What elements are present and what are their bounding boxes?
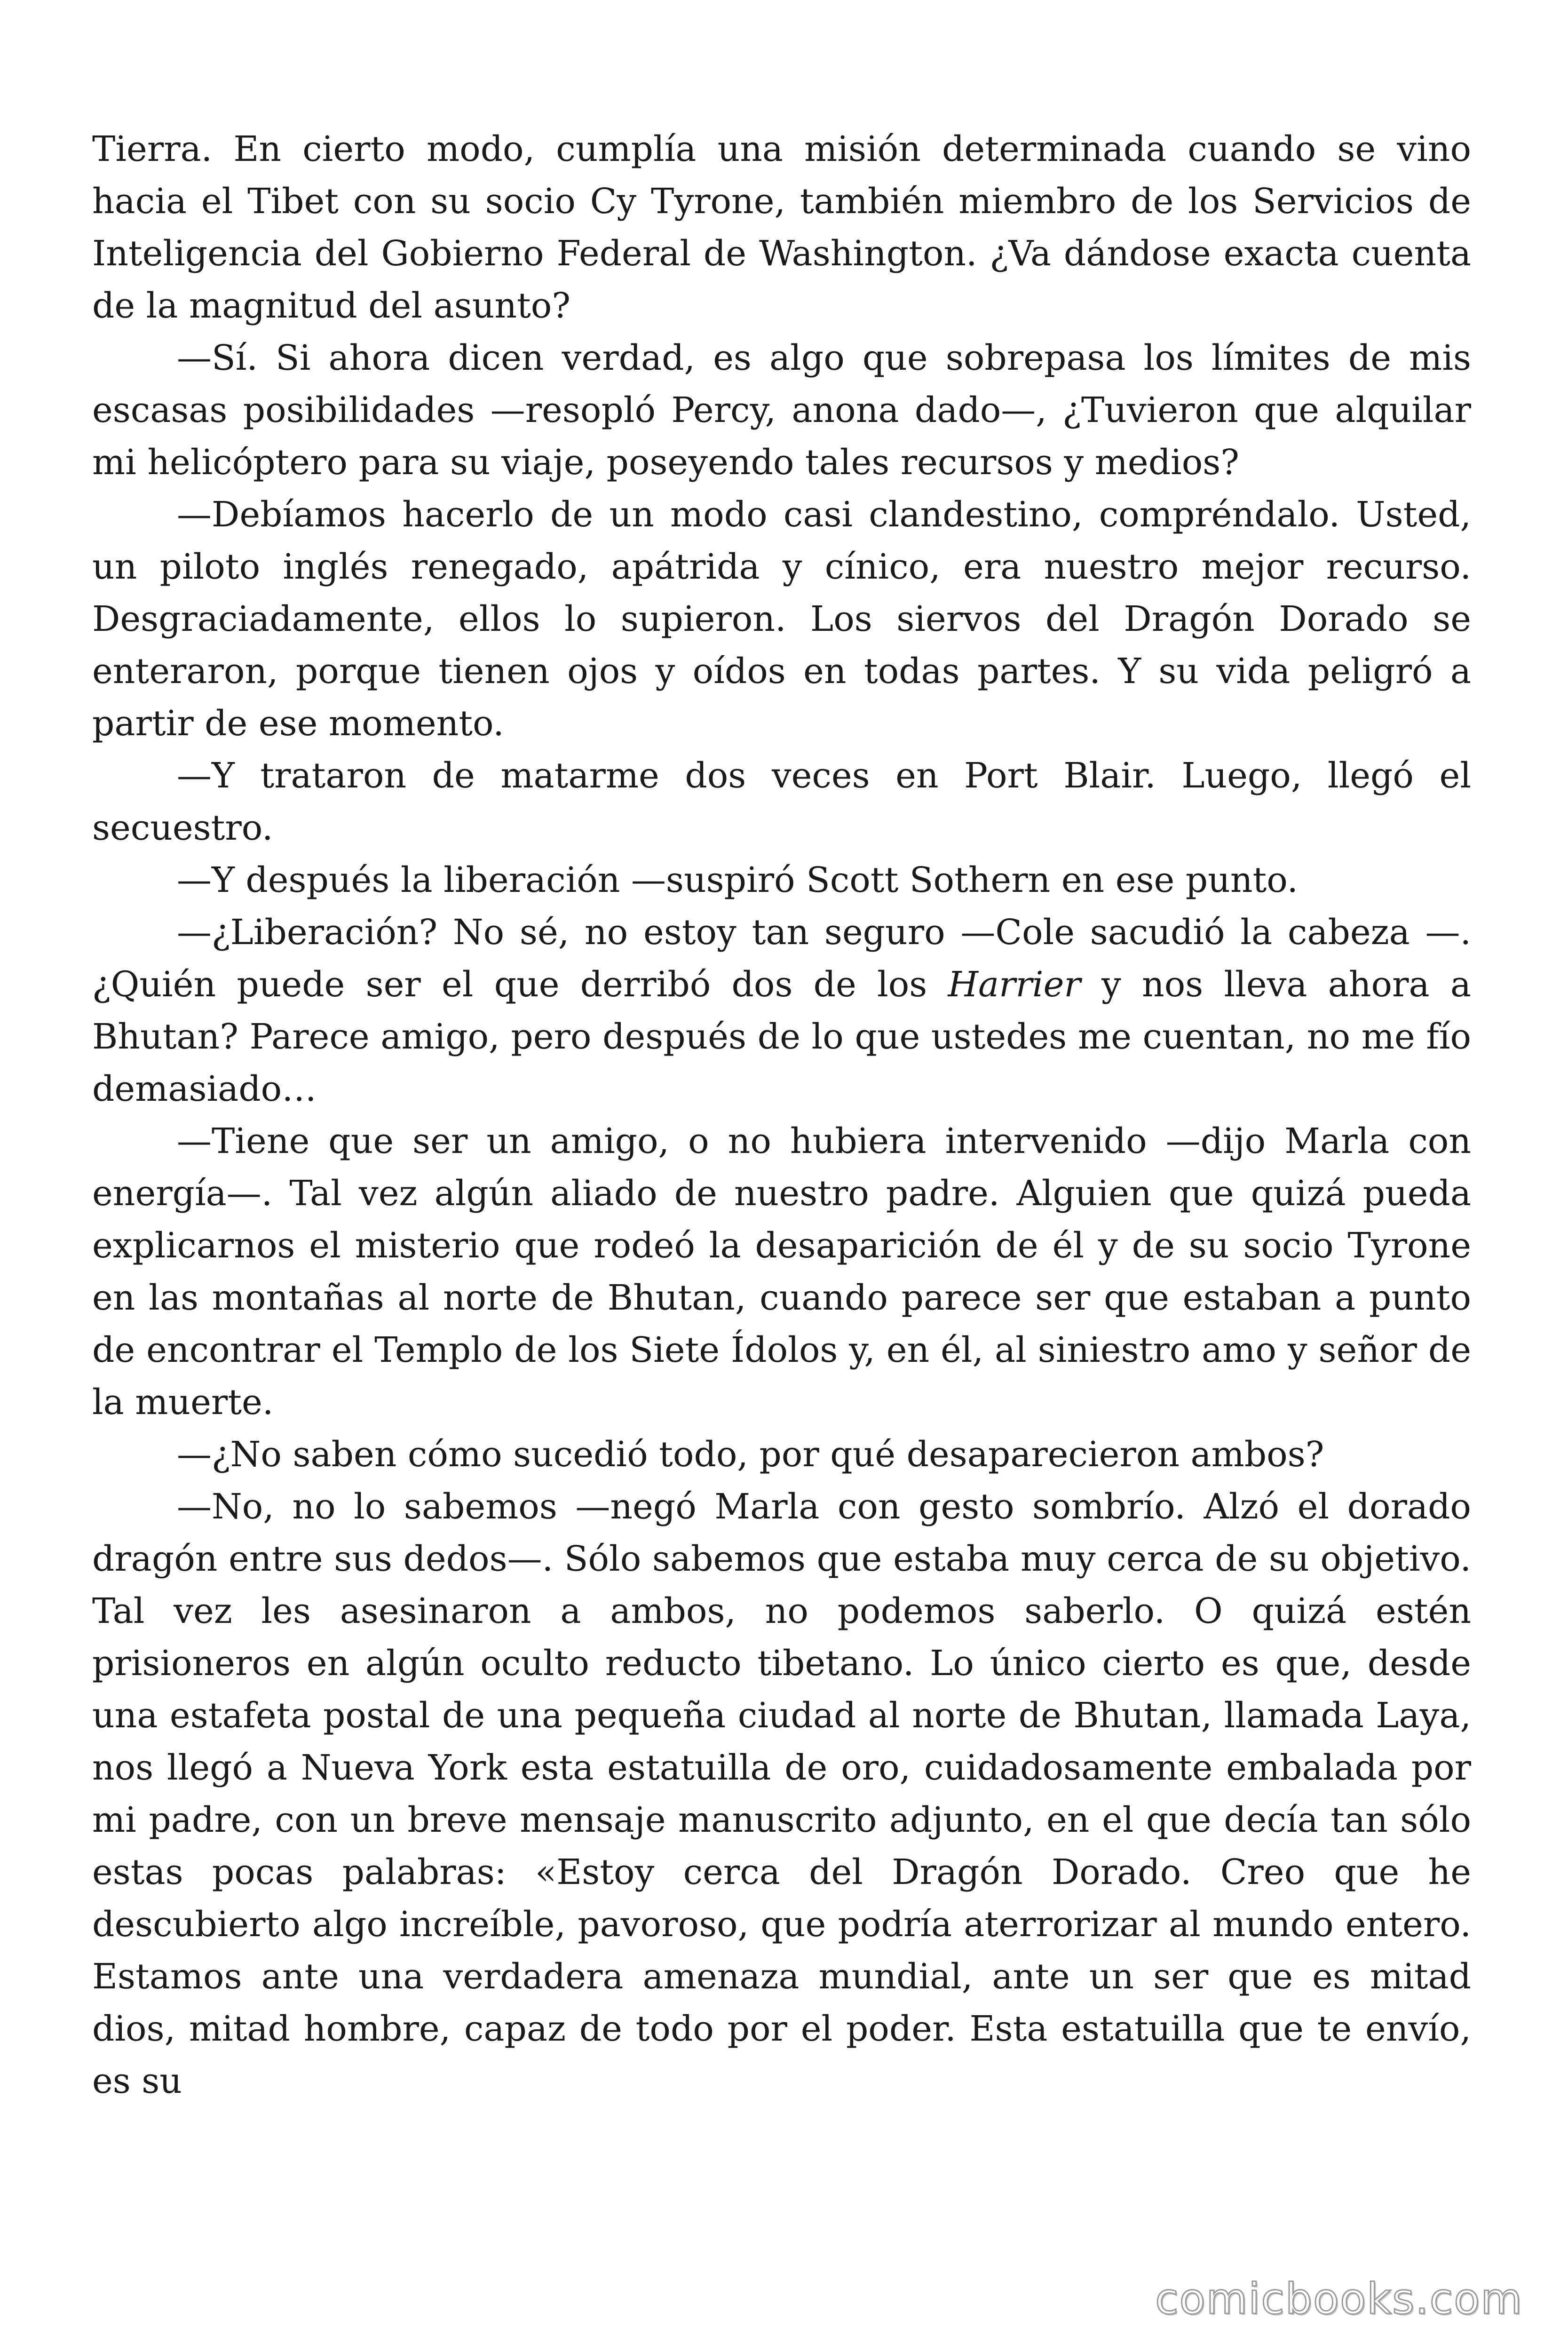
watermark: comicbooks.com bbox=[1155, 2274, 1523, 2324]
paragraph bbox=[92, 123, 1471, 332]
paragraph-text: —Tiene que ser un amigo, o no hubiera intervenido —dijo Marla con energía—. Tal vez algún aliado de nuestro padre. Alguien que quizá pueda explicarnos el misterio que rodeó la desaparición de él y de su socio Tyrone en las montañas al norte de Bhutan, cuando parece ser que estaban a punto de encontrar el Templo de los Siete Ídolos y, en él, al siniestro amo y señor de la muerte. bbox=[92, 1121, 1471, 1422]
paragraph-text: —Sí. Si ahora dicen verdad, es algo que sobrepasa los límites de mis escasas posibilidades —resopló Percy, anona dado—, ¿Tuvieron que alquilar mi helicóptero para su viaje, poseyendo tales recursos y medios? bbox=[92, 338, 1471, 483]
paragraph-text: —No, no lo sabemos —negó Marla con gesto sombrío. Alzó el dorado dragón entre sus dedos—. Sólo sabemos que estaba muy cerca de su objetivo. Tal vez les asesinaron a ambos, no podemos saberlo. O quizá estén prisioneros en algún oculto reducto tibetano. Lo único cierto es que, desde una estafeta postal de una pequeña ciudad al norte de Bhutan, llamada Laya, nos llegó a Nueva York esta estatuilla de oro, cuidadosamente embalada por mi padre, con un breve mensaje manuscrito adjunto, en el que decía tan sólo estas pocas palabras: «Estoy cerca del Dragón Dorado. Creo que he descubierto algo increíble, pavoroso, que podría aterrorizar al mundo entero. Estamos ante una verdadera amenaza mundial, ante un ser que es mitad dios, mitad hombre, capaz de todo por el poder. Esta estatuilla que te envío, es su bbox=[92, 1486, 1471, 2101]
paragraph-text: —Y trataron de matarme dos veces en Port Blair. Luego, llegó el secuestro. bbox=[92, 755, 1471, 848]
paragraph bbox=[92, 750, 1471, 854]
paragraph bbox=[92, 1115, 1471, 1429]
paragraph bbox=[92, 854, 1471, 906]
paragraph bbox=[92, 1429, 1471, 1481]
paragraph bbox=[92, 906, 1471, 1115]
paragraph-text: —Y después la liberación —suspiró Scott Sothern en ese punto. bbox=[177, 860, 1299, 900]
paragraph-text: —Debíamos hacerlo de un modo casi clandestino, compréndalo. Usted, un piloto inglés renegado, apátrida y cínico, era nuestro mejor recurso. Desgraciadamente, ellos lo supieron. Los siervos del Dragón Dorado se enteraron, porque tienen ojos y oídos en todas partes. Y su vida peligró a partir de ese momento. bbox=[92, 494, 1471, 744]
paragraph bbox=[92, 1481, 1471, 2107]
body-text bbox=[92, 123, 1471, 2107]
paragraph-text: Tierra. En cierto modo, cumplía una misión determinada cuando se vino hacia el Tibet con su socio Cy Tyrone, también miembro de los Servicios de Inteligencia del Gobierno Federal de Washington. ¿Va dándose exacta cuenta de la magnitud del asunto? bbox=[92, 129, 1471, 326]
paragraph-text: —¿No saben cómo sucedió todo, por qué desaparecieron ambos? bbox=[177, 1434, 1324, 1475]
paragraph bbox=[92, 489, 1471, 750]
paragraph-text: y nos lleva ahora a Bhutan? Parece amigo, pero después de lo que ustedes me cuentan, no me fío demasiado… bbox=[92, 964, 1471, 1109]
paragraph-text: —¿Liberación? No sé, no estoy tan seguro —Cole sacudió la cabeza —. ¿Quién puede ser el que derribó dos de los bbox=[92, 912, 1471, 1005]
paragraph bbox=[92, 332, 1471, 489]
italic-text: Harrier bbox=[948, 964, 1081, 1005]
